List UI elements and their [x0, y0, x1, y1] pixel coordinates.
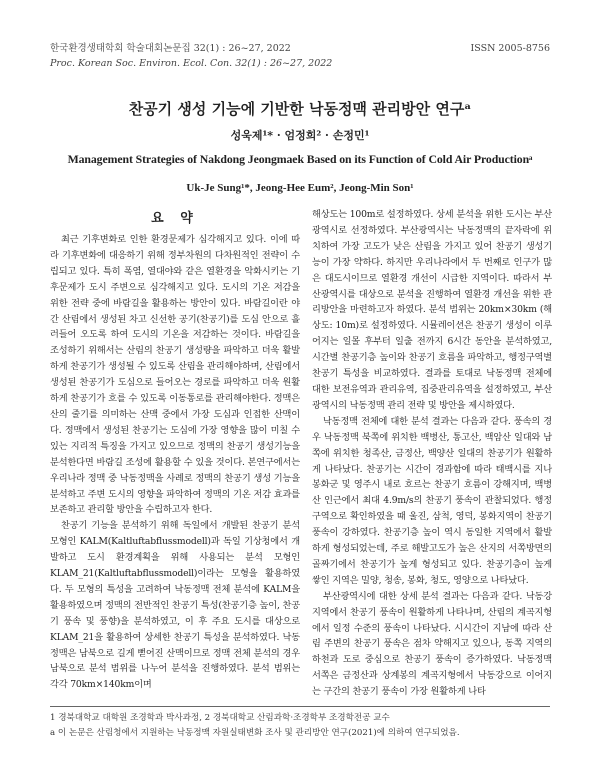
- right-paragraph-1: 해상도는 100m로 설정하였다. 상세 분석을 위한 도시는 부산광역시로 선정하였다. 부산광역시는 낙동정맥의 끝자락에 위치하여 가장 고도가 낮은 산림을 가지고 있어 찬공기 생성기능이 가장 약하다. 하지만 우리나라에서 두 번째로 인구가 많은 대도시이므로 열환경 개선이 시급한 지역이다. 따라서 부산광역시를 대상으로 분석을 진행하여 열환경 개선을 위한 관리방안을 마련하고자 하였다. 분석 범위는 20km×30km (해상도: 10m)로 설정하였다. 시뮬레이션은 찬공기 생성이 이루어지는 일몰 후부터 일출 전까지 6시간 동안을 분석하였고, 시간별 찬공기층 높이와 찬공기 흐름을 파악하고, 행정구역별 찬공기 특성을 비교하였다. 결과를 토대로 낙동정맥 전체에 대한 보전유역과 관리유역, 집중관리유역을 설정하였고, 부산광역시의 낙동정맥 관리 전략 및 방안을 제시하였다.: [312, 209, 552, 411]
- footnote-divider: [50, 706, 550, 707]
- right-column: [312, 207, 552, 700]
- footnotes: [50, 711, 550, 741]
- issn: ISSN 2005-8756: [470, 43, 550, 54]
- left-paragraph-1: 최근 기후변화로 인한 환경문제가 심각해지고 있다. 이에 따라 기후변화에 대응하기 위해 정부차원의 다차원적인 전략이 수립되고 있다. 특히 폭염, 열대야와 같은 열환경을 악화시키는 기후문제가 도시 주변으로 심각해지고 있다. 도시의 기온 저감을 위한 전략 중에 바람길을 활용하는 방안이 있다. 바람길이란 야간 산림에서 생성된 차고 신선한 공기(찬공기)를 도심 안으로 흘러들어 오도록 하여 도시의 기온을 저감하는 것이다. 바람길을 조성하기 위해서는 산림의 찬공기 생성량을 파악하고 더욱 활발하게 찬공기가 생성될 수 있도록 산림을 관리해야하며, 산림에서 생성된 찬공기가 도심으로 들어오는 경로를 파악하고 더욱 원활하게 찬공기가 흐를 수 있도록 이동통로를 관리해야한다. 정맥은 산의 줄기를 의미하는 산맥 중에서 가장 도심과 인접한 산맥이다. 정맥에서 생성된 찬공기는 도심에 가장 영향을 많이 미칠 수 있는 지리적 특징을 가지고 있으므로 정맥의 찬공기 생성기능을 분석한다면 바람길 조성에 활용할 수 있을 것이다. 본연구에서는 우리나라 정맥 중 낙동정맥을 사례로 정맥의 찬공기 생성 기능을 분석하고 주변 도시의 영향을 파악하여 정맥의 기온 저감 효과를 보존하고 관리할 방안을 수립하고자 한다.: [50, 234, 300, 516]
- authors-en: Uk-Je Sung¹*, Jeong-Hee Eum², Jeong-Min Son¹: [186, 182, 414, 194]
- left-column: [50, 232, 300, 693]
- journal-title-ko: 한국환경생태학회 학술대회논문집 32(1) : 26~27, 2022: [50, 43, 291, 54]
- journal-title-en: Proc. Korean Soc. Environ. Ecol. Con. 32(1) : 26~27, 2022: [50, 58, 333, 69]
- authors-ko: 성욱제¹* · 엄정희² · 손정민¹: [230, 129, 370, 142]
- paper-title-ko: 찬공기 생성 기능에 기반한 낙동정맥 관리방안 연구ᵃ: [128, 100, 472, 118]
- paper-title-en: Management Strategies of Nakdong Jeongmaek Based on its Function of Cold Air Productionᵃ: [67, 152, 533, 166]
- footnote-funding: a 이 논문은 산림청에서 지원하는 낙동정맥 자원실태변화 조사 및 관리방안 연구(2021)에 의하여 연구되었음.: [50, 728, 460, 738]
- right-paragraph-3: 부산광역시에 대한 상세 분석 결과는 다음과 같다. 낙동강 지역에서 찬공기 풍속이 원활하게 나타나며, 산림의 계곡지형에서 일정 수준의 풍속이 나타났다. 시시간이 지남에 따라 산림 주변의 찬공기 풍속은 점차 약해지고 있으나, 동쪽 지역의 하천과 도로 중심으로 찬공기 풍속이 증가하였다. 낙동정맥 서쪽은 금정산과 상계봉의 계곡지형에서 낙동강으로 이어지는 구간의 찬공기 풍속이 가장 원활하게 나타: [312, 590, 552, 698]
- footnote-affiliations: 1 경북대학교 대학원 조경학과 박사과정, 2 경북대학교 산림과학·조경학부 조경학전공 교수: [50, 713, 390, 723]
- running-header: [50, 41, 550, 71]
- abstract-heading: 요 약: [151, 211, 199, 226]
- left-paragraph-2: 찬공기 기능을 분석하기 위해 독일에서 개발된 찬공기 분석 모형인 KALM(Kaltluftabflussmodell)과 독일 기상청에서 개발하고 도시 환경계획을 위해 사용되는 분석 모형인 KLAM_21(Kaltluftabflussmodell)이라는 모형을 활용하였다. 두 모형의 특성을 고려하여 낙동정맥 전체 분석에 KALM을 활용하였으며 정맥의 전반적인 찬공기 특성(찬공기층 높이, 찬공기 풍속 및 풍향)을 분석하였고, 이 후 주요 도시를 대상으로 KLAM_21을 활용하여 상세한 찬공기 특성을 분석하였다. 낙동정맥은 남북으로 길게 뻗어진 산맥이므로 정맥 전체 분석의 경우 남북으로 분석 범위를 나누어 분석을 진행하였다. 분석 범위는 각각 70km×140km이며: [50, 520, 300, 691]
- right-paragraph-2: 낙동정맥 전체에 대한 분석 결과는 다음과 같다. 풍속의 경우 낙동정맥 북쪽에 위치한 백병산, 통고산, 백암산 일대와 남쪽에 위치한 청족산, 금정산, 백양산 일대의 찬공기가 원활하게 나타났다. 찬공기는 시간이 경과함에 따라 태백시를 지나 봉화군 및 영주시 내로 흐르는 찬공기 흐름이 강해지며, 백병산 인근에서 최대 4.9m/s의 찬공기 풍속이 관찰되었다. 행정구역으로 확인하였을 때 울진, 삼척, 영덕, 봉화지역이 찬공기 풍속이 강하였다. 찬공기층 높이 역시 동일한 지역에서 활발하게 형성되었는데, 주로 해발고도가 높은 산지의 서쪽방면의 골짜기에서 찬공기가 높게 형성되고 있다. 찬공기층이 높게 쌓인 지역은 밀양, 청송, 봉화, 청도, 영양으로 나타났다.: [312, 415, 552, 586]
